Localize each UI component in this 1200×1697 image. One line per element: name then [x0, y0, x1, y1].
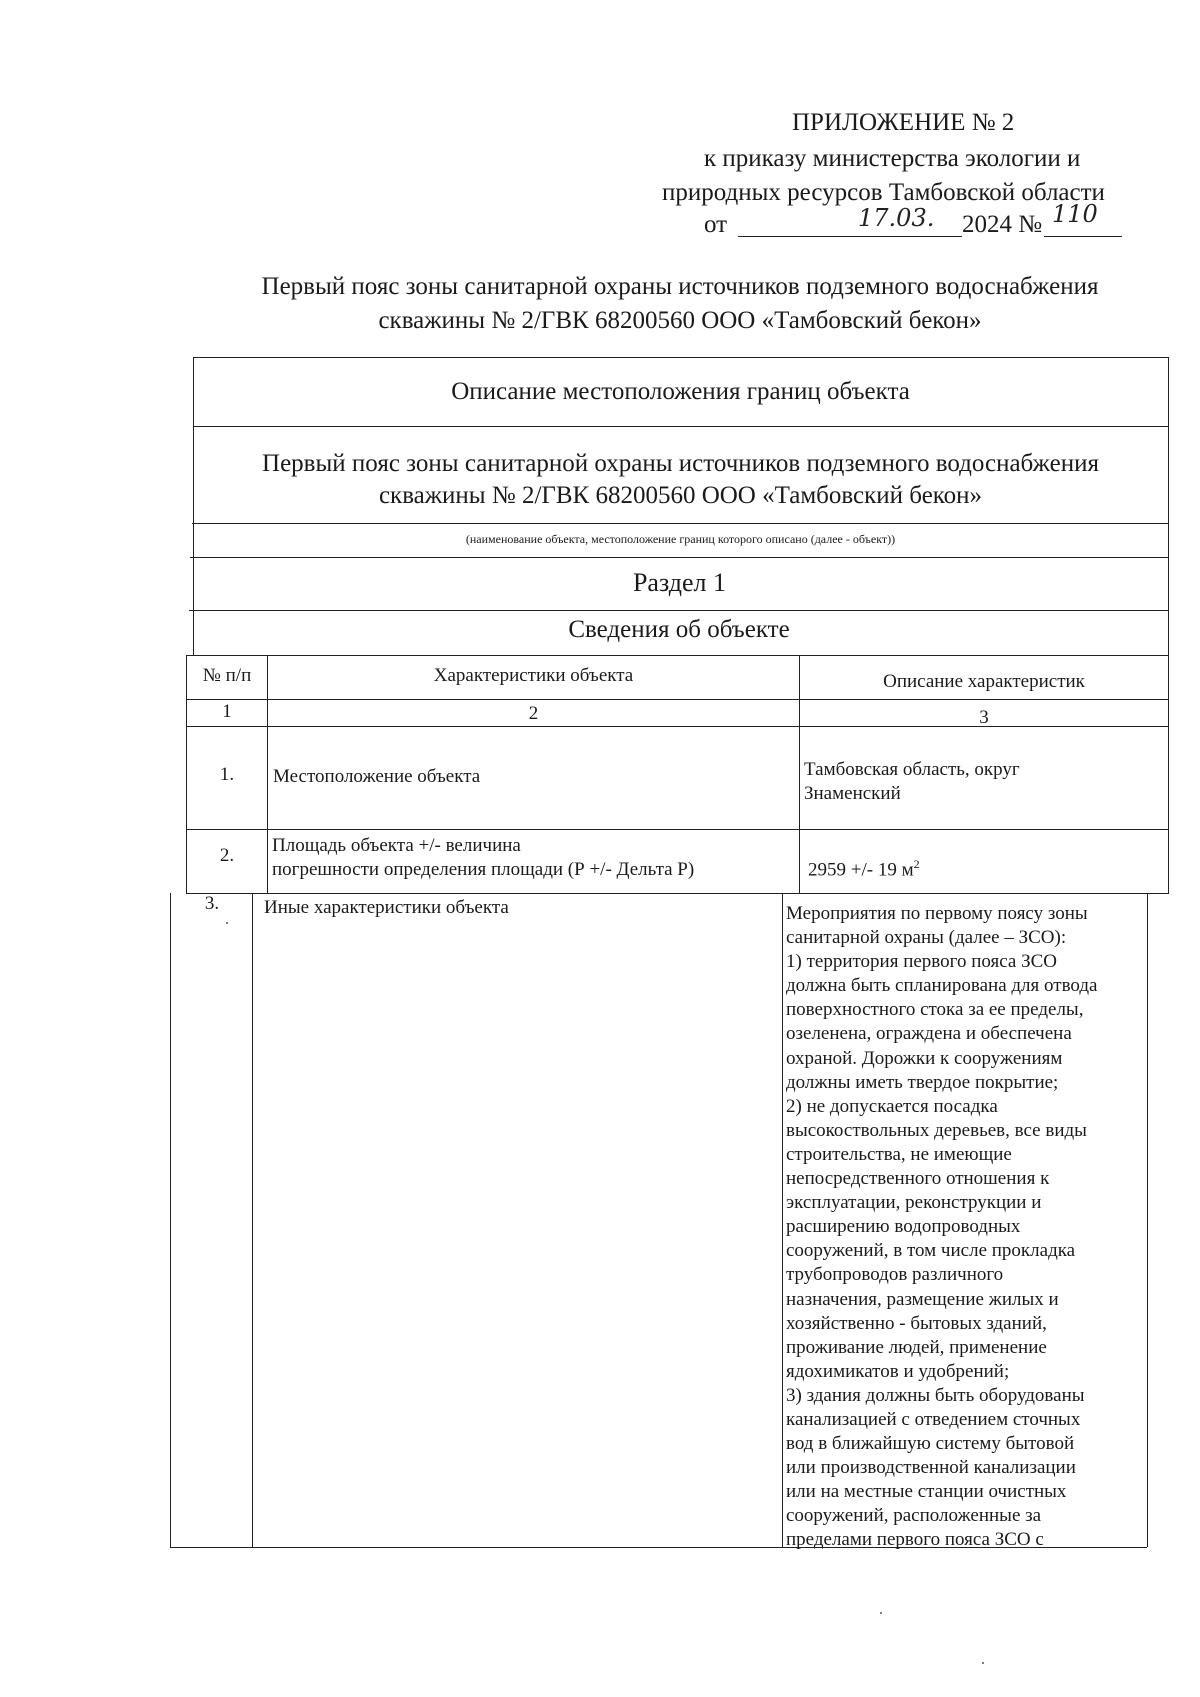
column-header-characteristic: Характеристики объекта — [433, 665, 634, 686]
column-header-number: № п/п — [202, 665, 252, 686]
table-rule — [192, 523, 1169, 524]
table-border-top — [193, 357, 1169, 358]
object-name-line-1: Первый пояс зоны санитарной охраны источников подземного водоснабжения — [262, 450, 1099, 477]
column-divider-2 — [782, 893, 783, 1547]
handwritten-number: 110 — [1052, 200, 1098, 228]
table-row-number: 2. — [219, 845, 235, 866]
table-rule — [187, 655, 1169, 656]
column-number-2: 2 — [528, 703, 539, 724]
table-border-left — [170, 893, 171, 1547]
appendix-title: ПРИЛОЖЕНИЕ № 2 — [792, 109, 1015, 136]
column-header-description: Описание характеристик — [883, 671, 1085, 692]
table-row-number: 1. — [219, 764, 235, 785]
object-name-line-2: скважины № 2/ГВК 68200560 ООО «Тамбовский бекон» — [378, 482, 983, 509]
column-number-1: 1 — [222, 701, 232, 722]
column-divider-1 — [267, 655, 268, 893]
column-number-3: 3 — [979, 707, 989, 728]
table-row-description: Тамбовская область, округ Знаменский — [804, 759, 1020, 805]
table-rule — [193, 426, 1169, 427]
table-row-description: Мероприятия по первому поясу зоны санитарной охраны (далее – ЗСО): 1) территория первого пояса ЗСО должна быть спланирована для отвода поверхностного стока за ее пределы, озеленена, ограждена и обеспечена охраной. Дорожки к сооружениям должны иметь твердое покрытие; 2) не допускается посадка высокоствольных деревьев, все виды строительства, не имеющие непосредственного отношения к эксплуатации, реконструкции и расширению водопроводных сооружений, в том числе прокладка трубопроводов различного назначения, размещение жилых и хозяйственно - бытовых зданий, проживание людей, применение ядохимикатов и удобрений; 3) здания должны быть оборудованы канализацией с отведением сточных вод в ближайшую систему бытовой или производственной канализации или на местные станции очистных сооружений, расположенные за пределами первого пояса ЗСО с — [786, 903, 1098, 1551]
year-number-label: 2024 № — [962, 211, 1043, 238]
object-name-caption: (наименование объекта, местоположение границ которого описано (далее - объект)) — [465, 532, 896, 546]
document-title-line-1: Первый пояс зоны санитарной охраны источников подземного водоснабжения — [261, 273, 1099, 300]
area-unit-superscript: 2 — [913, 857, 920, 871]
scan-speck — [226, 922, 228, 924]
table-row-number: 3. — [204, 893, 220, 914]
section-number: Раздел 1 — [632, 568, 727, 597]
table-rule — [186, 699, 1169, 700]
table-row-description — [808, 852, 920, 882]
column-divider-1 — [252, 893, 253, 1547]
table-rule — [186, 829, 1169, 830]
section-title: Сведения об объекте — [568, 616, 790, 643]
table-row-characteristic: Иные характеристики объекта — [264, 897, 509, 918]
table-rule — [186, 893, 1169, 894]
appendix-order-line: к приказу министерства экологии и — [704, 145, 1081, 172]
document-title-line-2: скважины № 2/ГВК 68200560 ООО «Тамбовский бекон» — [378, 307, 982, 334]
table-heading: Описание местоположения границ объекта — [451, 378, 910, 405]
table-rule — [190, 557, 1169, 558]
table-rule — [189, 610, 1169, 611]
number-underline — [1044, 236, 1122, 237]
date-underline — [738, 236, 962, 237]
appendix-ministry-line: природных ресурсов Тамбовской области — [662, 179, 1105, 206]
area-value: 2959 +/- 19 м — [808, 859, 914, 881]
table-row-characteristic: Площадь объекта +/- величина погрешности определения площади (Р +/- Дельта Р) — [272, 835, 695, 881]
scan-speck — [880, 1612, 882, 1614]
scan-speck — [982, 1662, 984, 1664]
from-label: от — [704, 211, 728, 238]
table-row-characteristic: Местоположение объекта — [273, 766, 481, 787]
handwritten-date: 17.03. — [858, 204, 935, 232]
table-border-right — [1147, 893, 1148, 1547]
